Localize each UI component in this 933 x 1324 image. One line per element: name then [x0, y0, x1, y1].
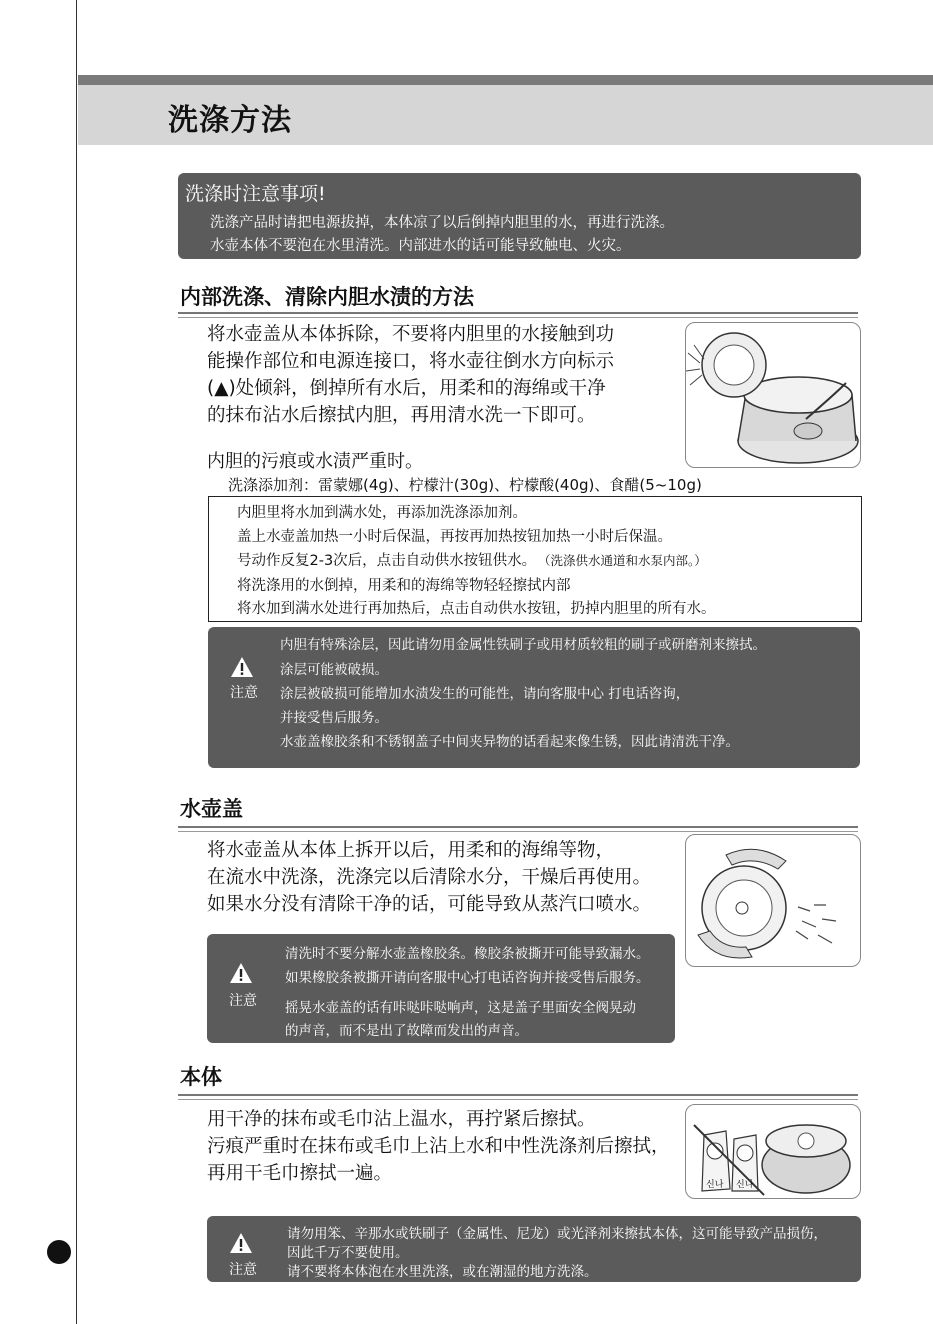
- caution-line: 请不要将本体泡在水里洗涤，或在潮湿的地方洗涤。: [287, 1264, 598, 1280]
- cleaning-steps-box: [208, 496, 862, 622]
- section-rule: [178, 1094, 858, 1100]
- caution-line: 涂层被破损可能增加水渍发生的可能性，请向客服中心 打电话咨询，: [280, 686, 690, 702]
- pour-water-illustration: [685, 322, 861, 468]
- caution-line: 清洗时不要分解水壶盖橡胶条。橡胶条被撕开可能导致漏水。: [285, 946, 650, 962]
- step-3-text: 号动作反复2-3次后，点击自动供水按钮供水。: [237, 553, 537, 569]
- body-and-bottles-drawing: [686, 1105, 860, 1198]
- step-5: 将水加到满水处进行再加热后，点击自动供水按钮，扔掉内胆里的所有水。: [237, 601, 716, 617]
- notice-line-1: 洗涤产品时请把电源拔掉，本体凉了以后倒掉内胆里的水，再进行洗涤。: [210, 215, 674, 231]
- caution-line: 请勿用笨、辛那水或铁刷子（金属性、尼龙）或光泽剂来擦拭本体，这可能导致产品损伤，: [287, 1226, 827, 1242]
- notice-title: 洗涤时注意事项!: [185, 183, 326, 205]
- section-title-interior: 内部洗涤、清除内胆水渍的方法: [180, 285, 474, 309]
- stain-subheading: 内胆的污痕或水渍严重时。: [207, 451, 423, 472]
- caution-label: 注意: [229, 993, 257, 1009]
- para-line: 将水壶盖从本体拆除，不要将内胆里的水接触到功: [207, 324, 615, 345]
- para-line: 用干净的抹布或毛巾沾上温水，再拧紧后擦拭。: [207, 1109, 596, 1130]
- step-1: 内胆里将水加到满水处，再添加洗涤添加剂。: [237, 505, 527, 521]
- para-line: 如果水分没有清除干净的话，可能导致从蒸汽口喷水。: [207, 894, 652, 915]
- caution-line: 因此千万不要使用。: [287, 1245, 409, 1261]
- caution-box-body: [207, 1216, 861, 1282]
- caution-line: 如果橡胶条被撕开请向客服中心打电话咨询并接受售后服务。: [285, 970, 650, 986]
- para-line: 的抹布沾水后擦拭内胆，再用清水洗一下即可。: [207, 405, 596, 426]
- thinner-tag: 신나: [736, 1180, 754, 1190]
- no-thinner-illustration: [685, 1104, 861, 1199]
- section-title-lid: 水壶盖: [180, 797, 243, 821]
- step-3-note: （洗涤供水通道和水泵内部。）: [544, 553, 707, 568]
- lid-drawing: [686, 835, 860, 966]
- caution-line: 内胆有特殊涂层，因此请勿用金属性铁刷子或用材质较粗的刷子或研磨剂来擦拭。: [280, 637, 766, 653]
- section-title-body: 本体: [180, 1065, 222, 1089]
- para-line: 能操作部位和电源连接口，将水壶往倒水方向标示: [207, 351, 615, 372]
- kettle-pour-drawing: [686, 323, 860, 467]
- detergent-additives: 洗涤添加剂：雷蒙娜(4g)、柠檬汁(30g)、柠檬酸(40g)、食醋(5~10g): [228, 476, 702, 494]
- para-line: 将水壶盖从本体上拆开以后，用柔和的海绵等物，: [207, 840, 615, 861]
- header-top-bar: [78, 75, 933, 85]
- caution-label: 注意: [229, 1262, 257, 1278]
- caution-line: 摇晃水壶盖的话有咔哒咔哒响声，这是盖子里面安全阀晃动: [285, 1000, 636, 1016]
- lid-wash-illustration: [685, 834, 861, 967]
- body-instructions: [207, 1106, 670, 1187]
- caution-label: 注意: [230, 685, 258, 701]
- page-title: 洗涤方法: [168, 103, 292, 138]
- para-line: (▲)处倾斜，倒掉所有水后，用柔和的海绵或干净: [207, 378, 606, 399]
- warning-triangle-icon: [229, 962, 253, 984]
- caution-line: 并接受售后服务。: [280, 710, 388, 726]
- caution-line: 涂层可能被破损。: [280, 662, 388, 678]
- caution-box-lid: [207, 934, 675, 1043]
- section-rule: [178, 826, 858, 832]
- caution-box-interior: [208, 627, 860, 768]
- step-2: 盖上水壶盖加热一小时后保温，再按再加热按钮加热一小时后保温。: [237, 529, 672, 545]
- thinner-tag: 신나: [706, 1180, 724, 1190]
- page-marker-dot: [47, 1240, 71, 1264]
- washing-notice-box: [178, 173, 861, 259]
- step-3: [237, 549, 707, 570]
- caution-line: 的声音，而不是出了故障而发出的声音。: [285, 1023, 528, 1039]
- para-line: 在流水中洗涤，洗涤完以后清除水分，干燥后再使用。: [207, 867, 652, 888]
- notice-line-2: 水壶本体不要泡在水里清洗。内部进水的话可能导致触电、火灾。: [210, 238, 631, 254]
- caution-line: 水壶盖橡胶条和不锈钢盖子中间夹异物的话看起来像生锈，因此请清洗干净。: [280, 734, 739, 750]
- step-4: 将洗涤用的水倒掉，用柔和的海绵等物轻轻擦拭内部: [237, 578, 571, 594]
- interior-instructions: [207, 321, 614, 429]
- warning-triangle-icon: [229, 1232, 253, 1254]
- para-line: 污痕严重时在抹布或毛巾上沾上水和中性洗涤剂后擦拭，: [207, 1136, 670, 1157]
- margin-line: [76, 0, 77, 1324]
- para-line: 再用干毛巾擦拭一遍。: [207, 1163, 393, 1184]
- section-rule: [178, 312, 858, 318]
- warning-triangle-icon: [230, 656, 254, 678]
- lid-instructions: [207, 837, 651, 918]
